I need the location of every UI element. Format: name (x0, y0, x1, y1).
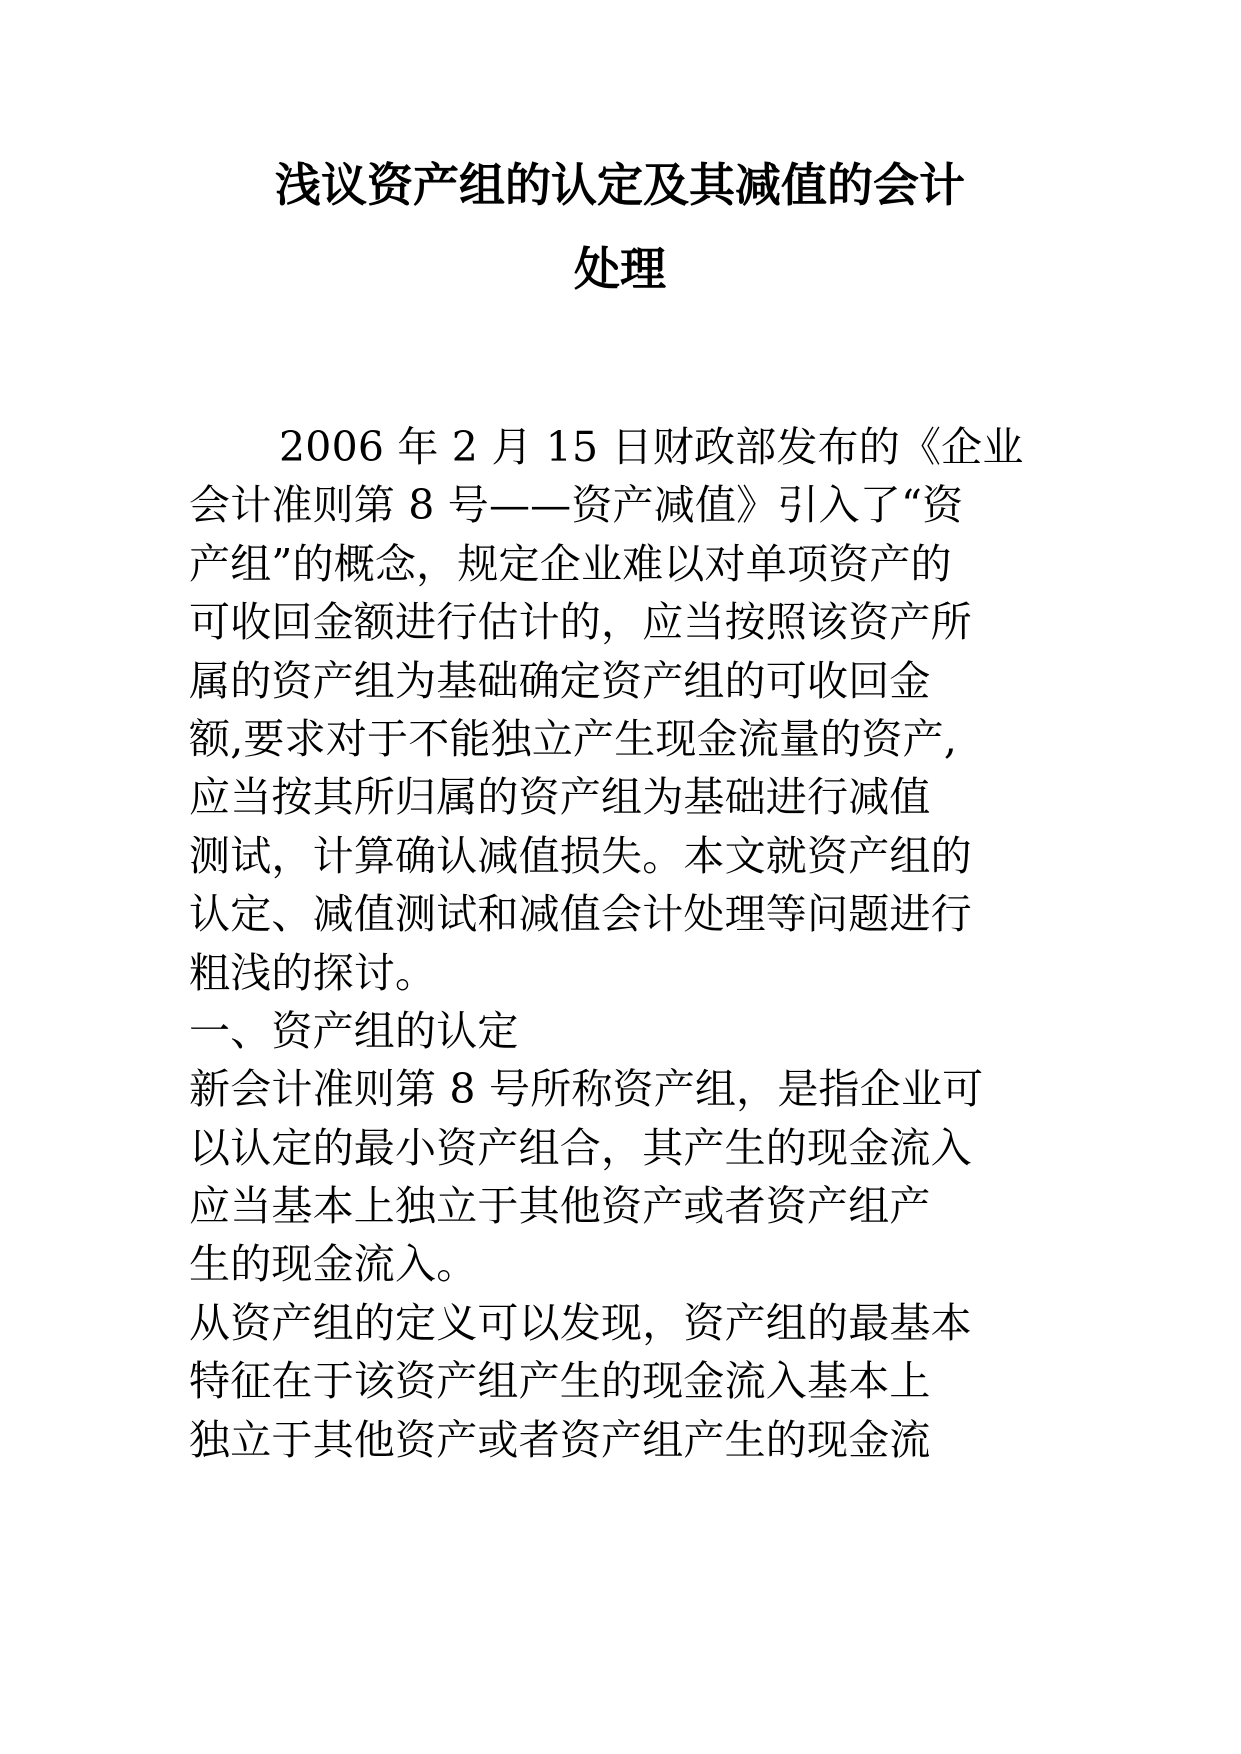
paragraph-line: 生的现金流入。 (189, 1240, 478, 1289)
paragraph-line: 特征在于该资产组产生的现金流入基本上 (189, 1357, 931, 1406)
paragraph-line: 粗浅的探讨。 (189, 948, 437, 997)
paragraph-line: 应当按其所归属的资产组为基础进行减值 (189, 773, 931, 822)
paragraph-line: 独立于其他资产或者资产组产生的现金流 (189, 1415, 931, 1464)
paragraph-line: 会计准则第 8 号——资产减值》引入了“资 (189, 481, 964, 530)
paragraph-line: 额,要求对于不能独立产生现金流量的资产, (189, 714, 958, 763)
title-line: 浅议资产组的认定及其减值的会计 (275, 158, 965, 212)
paragraph-line: 属的资产组为基础确定资产组的可收回金 (189, 656, 931, 705)
paragraph-line: 测试，计算确认减值损失。本文就资产组的 (189, 831, 972, 880)
title-line: 处理 (574, 242, 666, 296)
paragraph-line: 新会计准则第 8 号所称资产组，是指企业可 (189, 1065, 984, 1114)
paragraph-line: 应当基本上独立于其他资产或者资产组产 (189, 1182, 931, 1231)
paragraph-line: 认定、减值测试和减值会计处理等问题进行 (189, 890, 972, 939)
paragraph-line: 产组”的概念，规定企业难以对单项资产的 (189, 539, 952, 588)
document-title (180, 160, 1060, 294)
paragraph-line: 以认定的最小资产组合，其产生的现金流入 (189, 1123, 972, 1172)
paragraph-line: 可收回金额进行估计的，应当按照该资产所 (189, 598, 972, 647)
section-heading: 一、资产组的认定 (189, 1006, 519, 1055)
paragraph-line: 2006 年 2 月 15 日财政部发布的《企业 (279, 423, 1024, 471)
document-body (189, 418, 1089, 1469)
paragraph-line: 从资产组的定义可以发现，资产组的最基本 (189, 1298, 972, 1347)
